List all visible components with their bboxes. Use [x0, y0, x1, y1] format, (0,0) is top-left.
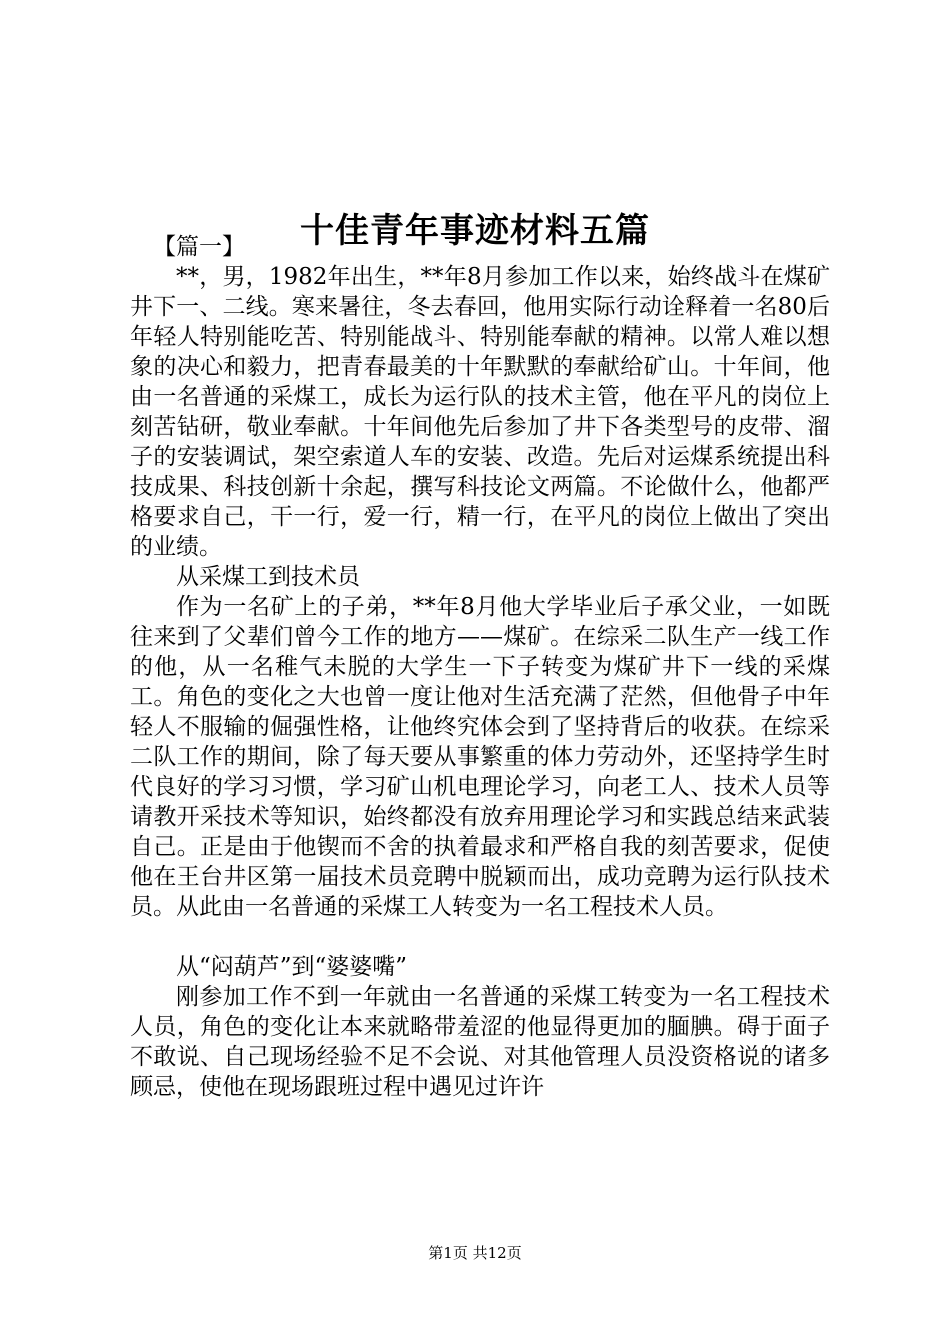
document-title: 十佳青年事迹材料五篇 [300, 210, 650, 251]
paragraph-1: **，男，1982年出生，**年8月参加工作以来，始终战斗在煤矿井下一、二线。寒来暑往，冬去春回，他用实际行动诠释着一名80后年轻人特别能吃苦、特别能战斗、特别能奉献的精神。以常人难以想象的决心和毅力，把青春最美的十年默默的奉献给矿山。十年间，他由一名普通的采煤工，成长为运行队的技术主管，他在平凡的岗位上刻苦钻研，敬业奉献。十年间他先后参加了井下各类型号的皮带、溜子的安装调试，架空索道人车的安装、改造。先后对运煤系统提出科技成果、科技创新十余起，撰写科技论文两篇。不论做什么，他都严格要求自己，干一行，爱一行，精一行，在平凡的岗位上做出了突出的业绩。 [130, 264, 830, 560]
page-footer: 第1页 共12页 [428, 1244, 522, 1262]
paragraph-3: 刚参加工作不到一年就由一名普通的采煤工转变为一名工程技术人员，角色的变化让本来就略带羞涩的他显得更加的腼腆。碍于面子不敢说、自己现场经验不足不会说、对其他管理人员没资格说的诸多顾忌，使他在现场跟班过程中遇见过许许 [130, 984, 830, 1100]
subheading-2: 从“闷葫芦”到“婆婆嘴” [176, 954, 408, 980]
document-body [130, 232, 830, 1102]
subheading-1: 从采煤工到技术员 [176, 564, 360, 590]
paragraph-2: 作为一名矿上的子弟，**年8月他大学毕业后子承父业，一如既往来到了父辈们曾今工作的地方——煤矿。在综采二队生产一线工作的他，从一名稚气未脱的大学生一下子转变为煤矿井下一线的采煤工。角色的变化之大也曾一度让他对生活充满了茫然，但他骨子中年轻人不服输的倔强性格，让他终究体会到了坚持背后的收获。在综采二队工作的期间，除了每天要从事繁重的体力劳动外，还坚持学生时代良好的学习习惯，学习矿山机电理论学习，向老工人、技术人员等请教开采技术等知识，始终都没有放弃用理论学习和实践总结来武装自己。正是由于他锲而不舍的执着最求和严格自我的刻苦要求，促使他在王台井区第一届技术员竞聘中脱颖而出，成功竞聘为运行队技术员。从此由一名普通的采煤工人转变为一名工程技术人员。 [130, 594, 830, 920]
paragraph-gap [130, 922, 830, 952]
section-label: 【篇一】 [153, 234, 245, 260]
